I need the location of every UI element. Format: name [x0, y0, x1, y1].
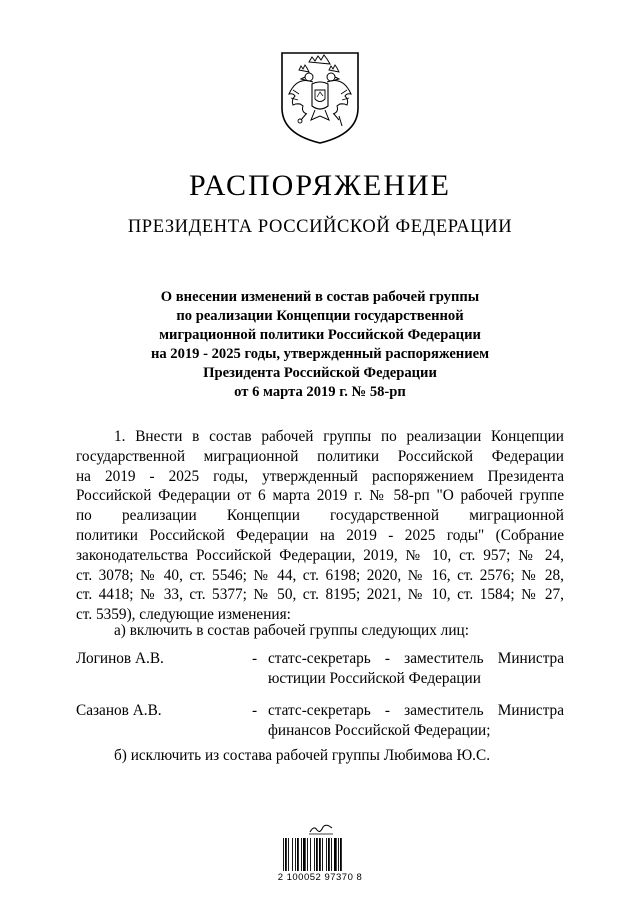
barcode-bar [316, 838, 318, 871]
paragraph-line: государственной миграционной политики Российской Федерации [76, 447, 564, 465]
person-role [268, 701, 564, 741]
barcode-bar [297, 838, 299, 871]
heading-line: Президента Российской Федерации [203, 365, 437, 381]
role-line: статс-секретарь - заместитель Министра [268, 650, 564, 667]
scribble-mark-icon [308, 822, 334, 834]
person-dash: - [252, 702, 258, 719]
barcode-icon [282, 838, 360, 871]
person-dash: - [252, 650, 258, 667]
heading-line: по реализации Концепции государственной [176, 308, 464, 324]
paragraph-line: по реализации Концепции государственной миграционной [76, 507, 564, 525]
heading-line: миграционной политики Российской Федерации [159, 327, 481, 343]
role-line: статс-секретарь - заместитель Министра [268, 702, 564, 719]
barcode-bar [288, 838, 289, 871]
barcode-bar [338, 838, 339, 871]
barcode-bar [310, 838, 311, 871]
heading-line: от 6 марта 2019 г. № 58-рп [234, 384, 406, 400]
barcode-bar [292, 838, 293, 871]
paragraph-line: законодательства Российской Федерации, 2019, № 10, ст. 957; № 24, [76, 546, 564, 564]
barcode-bar [340, 838, 342, 871]
paragraph-line: ст. 4418; № 33, ст. 5377; № 50, ст. 8195; 2021, № 10, ст. 1584; № 27, [76, 586, 564, 604]
heading-line: на 2019 - 2025 годы, утвержденный распоряжением [150, 346, 490, 362]
role-line: финансов Российской Федерации; [268, 721, 491, 739]
document-title: РАСПОРЯЖЕНИЕ [188, 169, 452, 202]
barcode-bar [285, 838, 287, 871]
person-name: Сазанов А.В. [76, 702, 162, 719]
barcode-bar [322, 838, 323, 871]
heading-line: О внесении изменений в состав рабочей группы [160, 289, 480, 305]
paragraph-line: 1. Внести в состав рабочей группы по реализации Концепции [114, 428, 564, 445]
barcode-bar [328, 838, 330, 871]
barcode-bar [331, 838, 332, 871]
barcode-number: 2 100052 97370 8 [277, 872, 363, 883]
item-a: а) включить в состав рабочей группы следующих лиц: [114, 622, 469, 639]
paragraph-line: Российской Федерации от 6 марта 2019 г. № 58-рп "О рабочей группе [76, 487, 564, 505]
person-role [268, 649, 564, 689]
barcode-bar [283, 838, 284, 871]
barcode-bar [319, 838, 321, 871]
barcode-bar [301, 838, 302, 871]
role-line: юстиции Российской Федерации [268, 669, 481, 687]
paragraph-1 [76, 427, 564, 625]
paragraph-line: ст. 3078; № 40, ст. 5546; № 44, ст. 6198; 2020, № 16, ст. 2576; № 28, [76, 566, 564, 584]
person-name: Логинов А.В. [76, 650, 164, 667]
barcode-bar [303, 838, 306, 871]
barcode-bar [295, 838, 296, 871]
barcode-bar [307, 838, 308, 871]
barcode-bar [314, 838, 315, 871]
document-subtitle: ПРЕЗИДЕНТА РОССИЙСКОЙ ФЕДЕРАЦИИ [127, 217, 513, 237]
barcode-bar [326, 838, 327, 871]
barcode-bar [334, 838, 337, 871]
document-heading [60, 288, 580, 402]
item-b: б) исключить из состава рабочей группы Любимова Ю.С. [114, 747, 491, 764]
paragraph-line: на 2019 - 2025 годы, утвержденный распоряжением Президента [76, 467, 564, 485]
paragraph-line: ст. 5359), следующие изменения: [76, 606, 291, 624]
coat-of-arms-icon [279, 50, 361, 146]
paragraph-line: политики Российской Федерации на 2019 - 2025 годы" (Собрание [76, 526, 564, 544]
